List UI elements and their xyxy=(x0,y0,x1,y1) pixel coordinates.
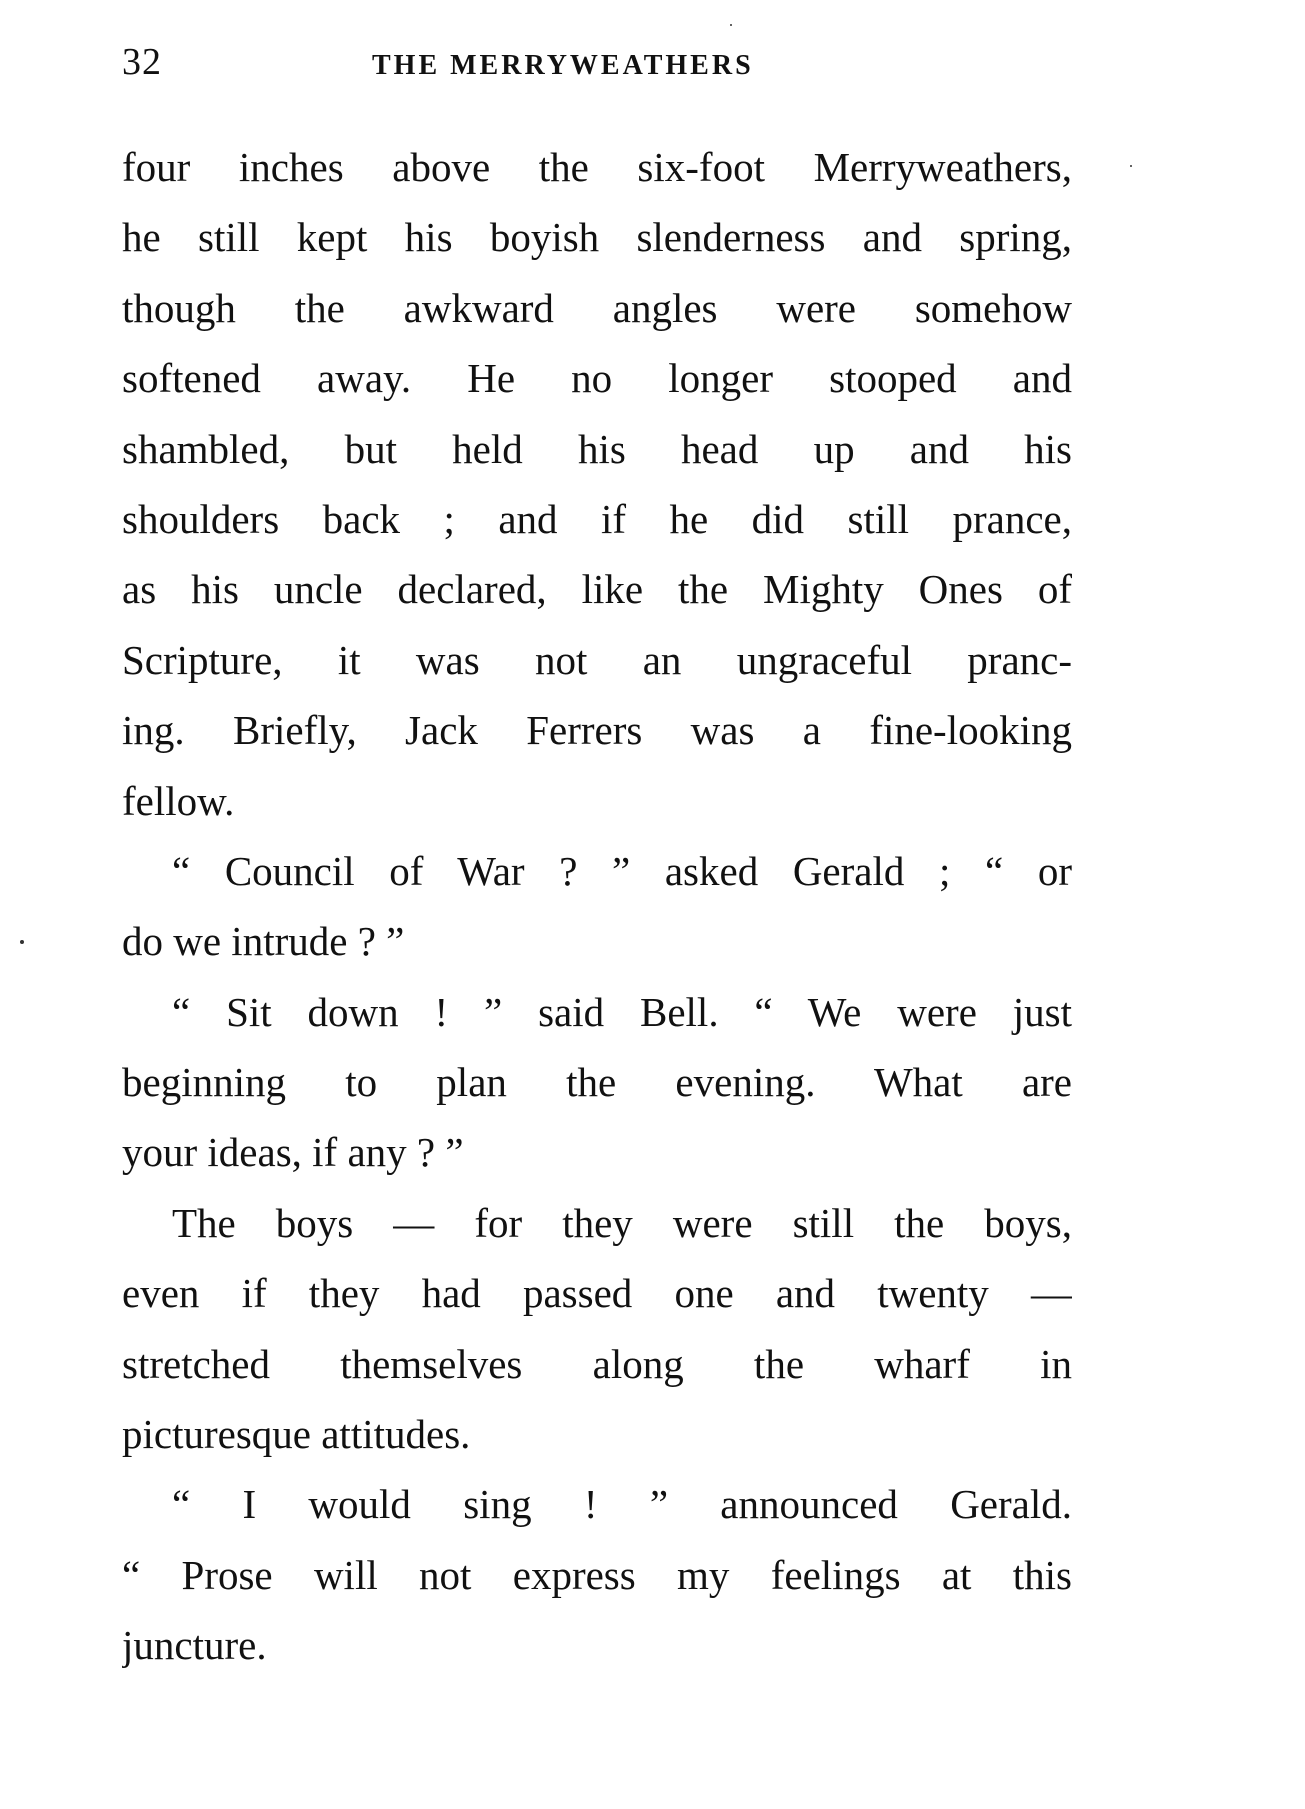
text-line: The boys — for they were still the boys, xyxy=(172,1199,1072,1246)
text-line: beginning to plan the evening. What are xyxy=(122,1059,1072,1106)
text-line: “ Prose will not express my feelings at this xyxy=(122,1551,1072,1598)
text-line: ing. Briefly, Jack Ferrers was a fine-looking xyxy=(122,707,1072,754)
text-line: though the awkward angles were somehow xyxy=(122,284,1072,331)
text-line: shoulders back ; and if he did still prance, xyxy=(122,495,1072,542)
text-line: fellow. xyxy=(122,777,235,824)
page-header xyxy=(122,40,1072,90)
text-line: softened away. He no longer stooped and xyxy=(122,355,1072,402)
text-line: “ Sit down ! ” said Bell. “ We were just xyxy=(172,988,1072,1035)
text-line: four inches above the six-foot Merryweathers, xyxy=(122,144,1072,190)
text-line: shambled, but held his head up and his xyxy=(122,425,1072,472)
text-line: juncture. xyxy=(122,1622,267,1669)
text-line: stretched themselves along the wharf in xyxy=(122,1340,1072,1387)
text-line: “ I would sing ! ” announced Gerald. xyxy=(172,1481,1072,1528)
paper-speck xyxy=(1130,165,1132,167)
text-line: “ Council of War ? ” asked Gerald ; “ or xyxy=(172,847,1072,894)
paper-speck xyxy=(730,24,732,26)
text-line: do we intrude ? ” xyxy=(122,918,405,965)
page-number: 32 xyxy=(122,41,162,83)
text-line: your ideas, if any ? ” xyxy=(122,1129,464,1176)
text-line: as his uncle declared, like the Mighty Ones of xyxy=(122,566,1072,613)
running-title: THE MERRYWEATHERS xyxy=(372,50,754,81)
text-line: even if they had passed one and twenty — xyxy=(122,1270,1072,1317)
body-text xyxy=(122,132,1072,1681)
text-line: picturesque attitudes. xyxy=(122,1411,471,1458)
text-line: he still kept his boyish slenderness and spring, xyxy=(122,214,1072,261)
text-line: Scripture, it was not an ungraceful pranc- xyxy=(122,636,1072,683)
paper-speck xyxy=(20,940,24,944)
